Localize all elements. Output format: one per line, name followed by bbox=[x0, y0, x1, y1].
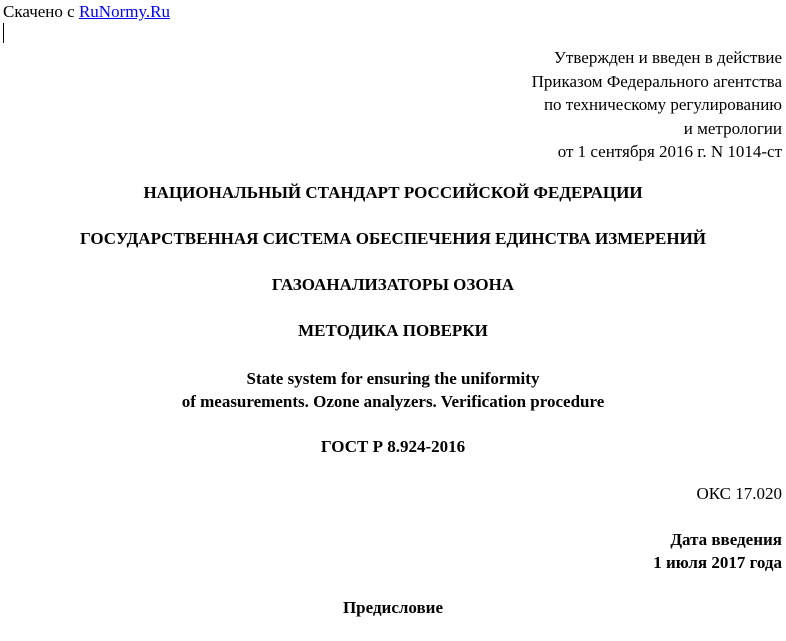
product-title: ГАЗОАНАЛИЗАТОРЫ ОЗОНА bbox=[271, 275, 515, 294]
source-link[interactable]: RuNormy.Ru bbox=[78, 2, 170, 21]
approval-line: и метрологии bbox=[683, 118, 782, 138]
english-title bbox=[0, 367, 786, 413]
english-title-line-2: of measurements. Ozone analyzers. Verification procedure bbox=[181, 392, 605, 411]
okc-code: ОКС 17.020 bbox=[696, 484, 782, 503]
source-prefix: Скачено с bbox=[3, 2, 79, 21]
approval-line: по техническому регулированию bbox=[543, 95, 782, 114]
national-standard-title: НАЦИОНАЛЬНЫЙ СТАНДАРТ РОССИЙСКОЙ ФЕДЕРАЦИИ bbox=[143, 183, 643, 202]
approval-line: от 1 сентября 2016 г. N 1014-ст bbox=[557, 142, 782, 161]
gost-number: ГОСТ Р 8.924-2016 bbox=[320, 437, 466, 456]
english-title-line-1: State system for ensuring the uniformity bbox=[246, 369, 540, 388]
source-line bbox=[3, 2, 170, 22]
text-cursor bbox=[3, 23, 4, 43]
intro-date-block bbox=[653, 528, 782, 574]
intro-date-label: Дата введения bbox=[670, 530, 782, 549]
approval-line: Утвержден и введен в действие bbox=[553, 48, 782, 67]
method-title: МЕТОДИКА ПОВЕРКИ bbox=[298, 321, 488, 340]
approval-line: Приказом Федерального агентства bbox=[531, 71, 782, 91]
approval-block bbox=[382, 46, 782, 164]
intro-date-value: 1 июля 2017 года bbox=[653, 553, 782, 572]
foreword-heading: Предисловие bbox=[342, 598, 444, 617]
state-system-title: ГОСУДАРСТВЕННАЯ СИСТЕМА ОБЕСПЕЧЕНИЯ ЕДИНСТВА ИЗМЕРЕНИЙ bbox=[79, 229, 707, 248]
